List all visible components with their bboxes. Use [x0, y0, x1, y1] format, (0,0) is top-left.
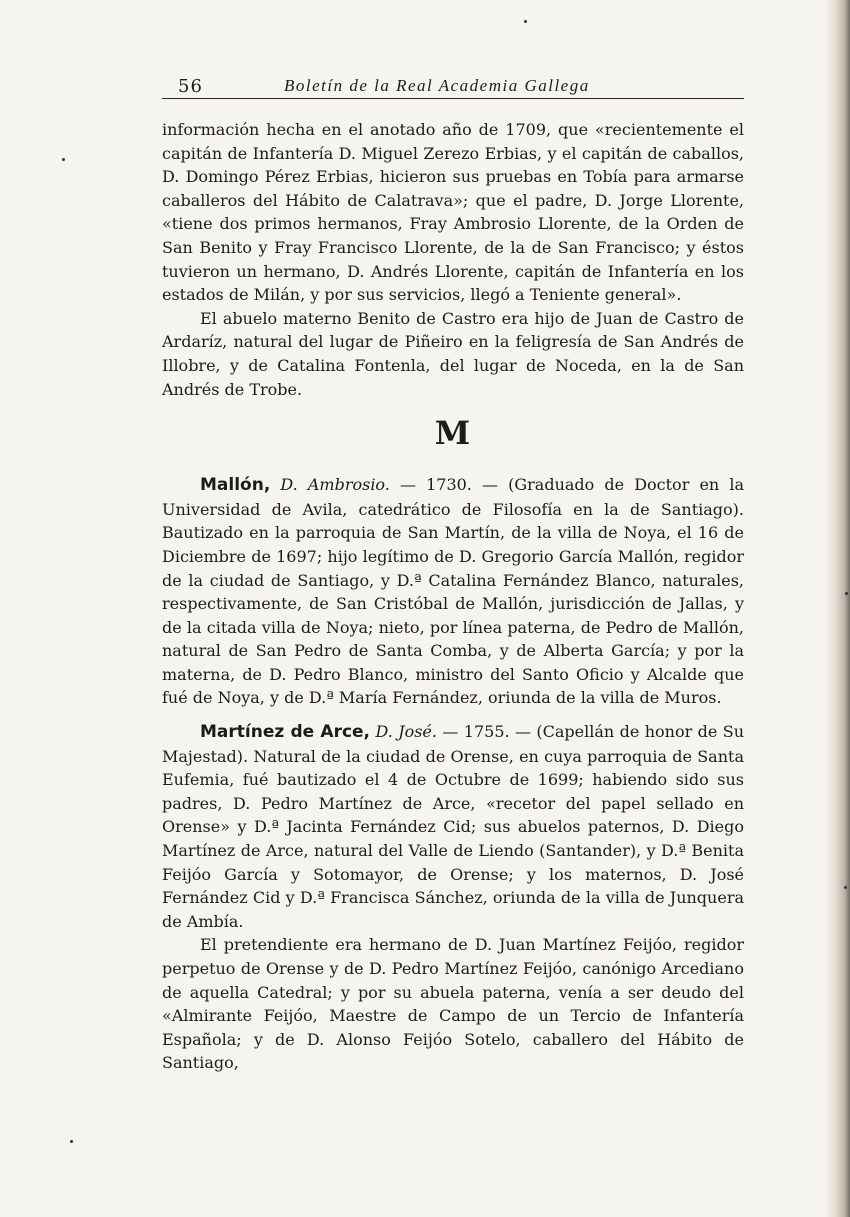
print-speck: [70, 1140, 73, 1143]
entry-name-martinez: Martínez de Arce,: [200, 722, 371, 743]
entry-name-mallon: Mallón,: [200, 475, 271, 496]
paragraph-pretendiente: El pretendiente era hermano de D. Juan Martínez Feijóo, regidor perpetuo de Orense y de D. Pedro Martínez Feijóo, canónigo Arcediano de aquella Catedral; y por su abuela paterna, venía a ser deudo del «Almirante Feijóo, Maestre de Campo de un Tercio de Infantería Española; y de D. Alonso Feijóo Sotelo, caballero del Hábito de Santiago,: [162, 935, 744, 1073]
body-text: [162, 118, 744, 1075]
page-header: [162, 74, 744, 99]
entry-text-martinez: — 1755. — (Capellán de honor de Su Majestad). Natural de la ciudad de Orense, en cuya parroquia de Santa Eufemia, fué bautizado el 4 de Octubre de 1699; habiendo sido sus padres, D. Pedro Martínez de Arce, «recetor del papel sellado en Orense» y D.ª Jacinta Fernández Cid; sus abuelos paternos, D. Diego Martínez de Arce, natural del Valle de Liendo (Santander), y D.ª Benita Feijóo García y Sotomayor, de Orense; y los maternos, D. José Fernández Cid y D.ª Francisca Sánchez, oriunda de la villa de Junquera de Ambía.: [162, 722, 745, 931]
entry-given-martinez: D. José.: [375, 722, 437, 742]
print-speck: [62, 158, 65, 161]
paragraph-maternal-grandfather: El abuelo materno Benito de Castro era hijo de Juan de Castro de Ardaríz, natural del lugar de Piñeiro en la feligresía de San Andrés de Illobre, y de Catalina Fontenla, del lugar de Noceda, en la de San Andrés de Trobe.: [162, 308, 744, 399]
entry-text-mallon: — 1730. — (Graduado de Doctor en la Universidad de Avila, catedrático de Filosofía en la de Santiago). Bautizado en la parroquia de San Martín, de la villa de Noya, el 16 de Diciembre de 1697; hijo legítimo de D. Gregorio García Mallón, regidor de la ciudad de Santiago, y D.ª Catalina Fernández Blanco, naturales, respectivamente, de San Cristóbal de Mallón, jurisdicción de Jallas, y de la citada villa de Noya; nieto, por línea paterna, de Pedro de Mallón, natural de San Pedro de Santa Comba, y de Alberta García; y por la materna, de D. Pedro Blanco, ministro del Santo Oficio y Alcalde que fué de Noya, y de D.ª María Fernández, oriunda de la villa de Muros.: [162, 475, 744, 708]
page-edge-shadow: [824, 0, 850, 1217]
paragraph-continuation: información hecha en el anotado año de 1709, que «recientemente el capitán de Infantería D. Miguel Zerezo Erbias, y el capitán de caballos, D. Domingo Pérez Erbias, hicieron sus pruebas en Tobía para armarse caballeros del Hábito de Calatrava»; que el padre, D. Jorge Llorente, «tiene dos primos hermanos, Fray Ambrosio Llorente, de la Orden de San Benito y Fray Francisco Llorente, de la de San Francisco; y éstos tuvieron un hermano, D. Andrés Llorente, capitán de Infantería en los estados de Milán, y por sus servicios, llegó a Teniente general».: [162, 120, 744, 305]
entry-mallon: [162, 473, 744, 710]
running-title: Boletín de la Real Academia Gallega: [284, 76, 590, 95]
section-letter-heading: M: [434, 414, 472, 453]
entry-martinez: [162, 720, 744, 933]
print-speck: [845, 592, 848, 595]
print-speck: [524, 20, 527, 23]
print-speck: [844, 886, 847, 889]
page-number: 56: [178, 76, 203, 97]
entry-given-mallon: D. Ambrosio.: [280, 475, 390, 495]
